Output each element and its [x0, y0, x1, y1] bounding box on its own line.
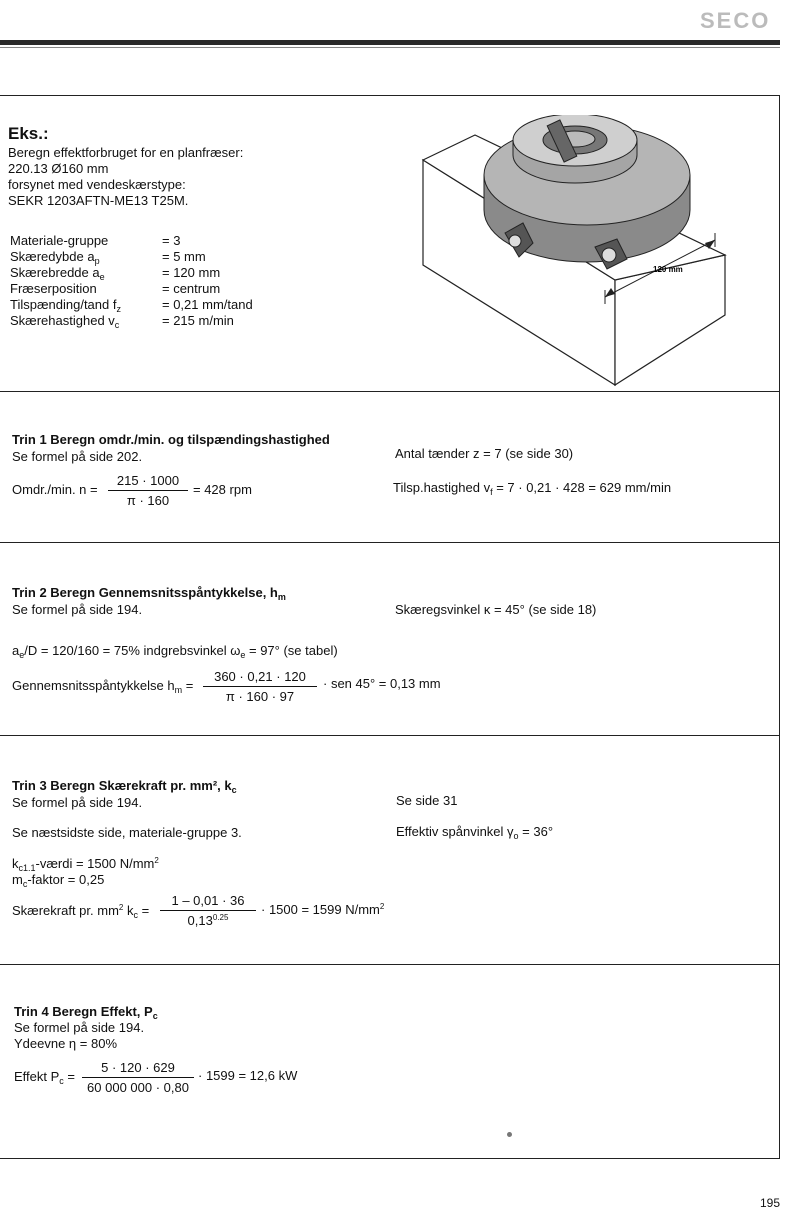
trin3-rake-angle: Effektiv spånvinkel $\gamma_o = 36^\circ$: [396, 824, 554, 841]
trin2-lhs: Gennemsnitsspåntykkelse $h_m$ =: [12, 678, 194, 695]
trin4-reference: Se formel på side 194.: [14, 1020, 145, 1035]
trin2-reference: Se formel på side 194.: [12, 602, 143, 617]
trin3-kc-value: $k_{c1.1}$-værdi = 1500 $N/mm^2$: [12, 856, 159, 873]
trin2-fraction: $\frac{360 \cdot 0,21 \cdot 120}{\pi \cdot 160 \cdot 97}$: [203, 669, 317, 704]
trin1-feed-rate: Tilsp.hastighed $v_f = 7 \cdot 0,21 \cdot 428 = 629$ mm/min: [393, 480, 672, 497]
trin1-reference: Se formel på side 202.: [12, 449, 143, 464]
param-value: = 215 m/min: [162, 313, 234, 328]
trin2-title: Trin 2 Beregn Gennemsnitsspåntykkelse, $h_m$: [12, 585, 286, 602]
trin4-lhs: Effekt $P_c$ =: [14, 1069, 76, 1086]
trin1-title: Trin 1 Beregn omdr./min. og tilspændingshastighed: [12, 432, 330, 447]
param-value: = 3: [162, 233, 181, 248]
trin2-engagement: $a_e/D = 120/160 = 75\%$ indgrebsvinkel $\omega_e = 97^\circ$ (se tabel): [12, 643, 338, 660]
trin2-entering-angle: Skæregsvinkel κ = 45° (se side 18): [395, 602, 597, 617]
scan-dot: [507, 1132, 512, 1137]
param-value: = 120 mm: [162, 265, 221, 280]
trin1-fraction: $\frac{215 \cdot 1000}{\pi \cdot 160}$: [108, 473, 188, 508]
trin3-material: Se næstsidste side, materiale-gruppe 3.: [12, 825, 242, 840]
trin2-result: · sen 45° = 0,13 mm: [323, 676, 441, 691]
trin4-title: Trin 4 Beregn Effekt, $P_c$: [14, 1004, 158, 1021]
section-divider: [0, 964, 779, 965]
trin1-result: = 428 rpm: [193, 482, 252, 497]
param-label: Skærebredde $a_e$: [10, 265, 105, 282]
example-intro-line: SEKR 1203AFTN-ME13 T25M.: [8, 193, 189, 208]
param-label: Tilspænding/tand $f_z$: [10, 297, 121, 314]
section-divider: [0, 391, 779, 392]
trin4-result: · 1599 = 12,6 kW: [198, 1068, 298, 1083]
section-divider: [0, 735, 779, 736]
dimension-label: 120 mm: [653, 265, 683, 274]
example-title: Eks.:: [8, 124, 49, 143]
trin3-reference: Se formel på side 194.: [12, 795, 143, 810]
trin3-result: · 1500 = 1599 $N/mm^2$: [261, 902, 385, 917]
param-value: = 5 mm: [162, 249, 206, 264]
param-label: Fræserposition: [10, 281, 97, 296]
param-label: Skærehastighed $v_c$: [10, 313, 120, 330]
trin3-mc-factor: $m_c$-faktor = 0,25: [12, 872, 105, 889]
trin1-teeth: Antal tænder z = 7 (se side 30): [395, 446, 574, 461]
trin3-fraction: $\frac{1 - 0,01 \cdot 36}{0,13^{0.25}}$: [160, 893, 256, 928]
trin4-fraction: $\frac{5 \cdot 120 \cdot 629}{60 000 000 \cdot 0,80}$: [82, 1060, 194, 1095]
example-intro-line: forsynet med vendeskærstype:: [8, 177, 186, 192]
param-label: Skæredybde $a_p$: [10, 249, 100, 266]
trin1-lhs: Omdr./min. n =: [12, 482, 98, 497]
trin4-efficiency: Ydeevne η = 80%: [14, 1036, 117, 1051]
section-divider: [0, 542, 779, 543]
brand-logo: SECO: [700, 8, 771, 33]
trin3-lhs: Skærekraft pr. $mm^2$ $k_c$ =: [12, 903, 150, 920]
param-label: Materiale-gruppe: [10, 233, 109, 248]
param-value: = 0,21 mm/tand: [162, 297, 253, 312]
trin3-title: Trin 3 Beregn Skærekraft pr. mm², $k_c$: [12, 778, 237, 795]
face-mill-illustration: [415, 115, 735, 390]
header-rule: [0, 40, 780, 45]
example-intro-line: Beregn effektforbruget for en planfræser:: [8, 145, 244, 160]
trin3-see-page: Se side 31: [396, 793, 458, 808]
param-value: = centrum: [162, 281, 221, 296]
example-intro-line: 220.13 Ø160 mm: [8, 161, 109, 176]
header-rule-thin: [0, 47, 780, 48]
page-number: 195: [760, 1196, 781, 1210]
